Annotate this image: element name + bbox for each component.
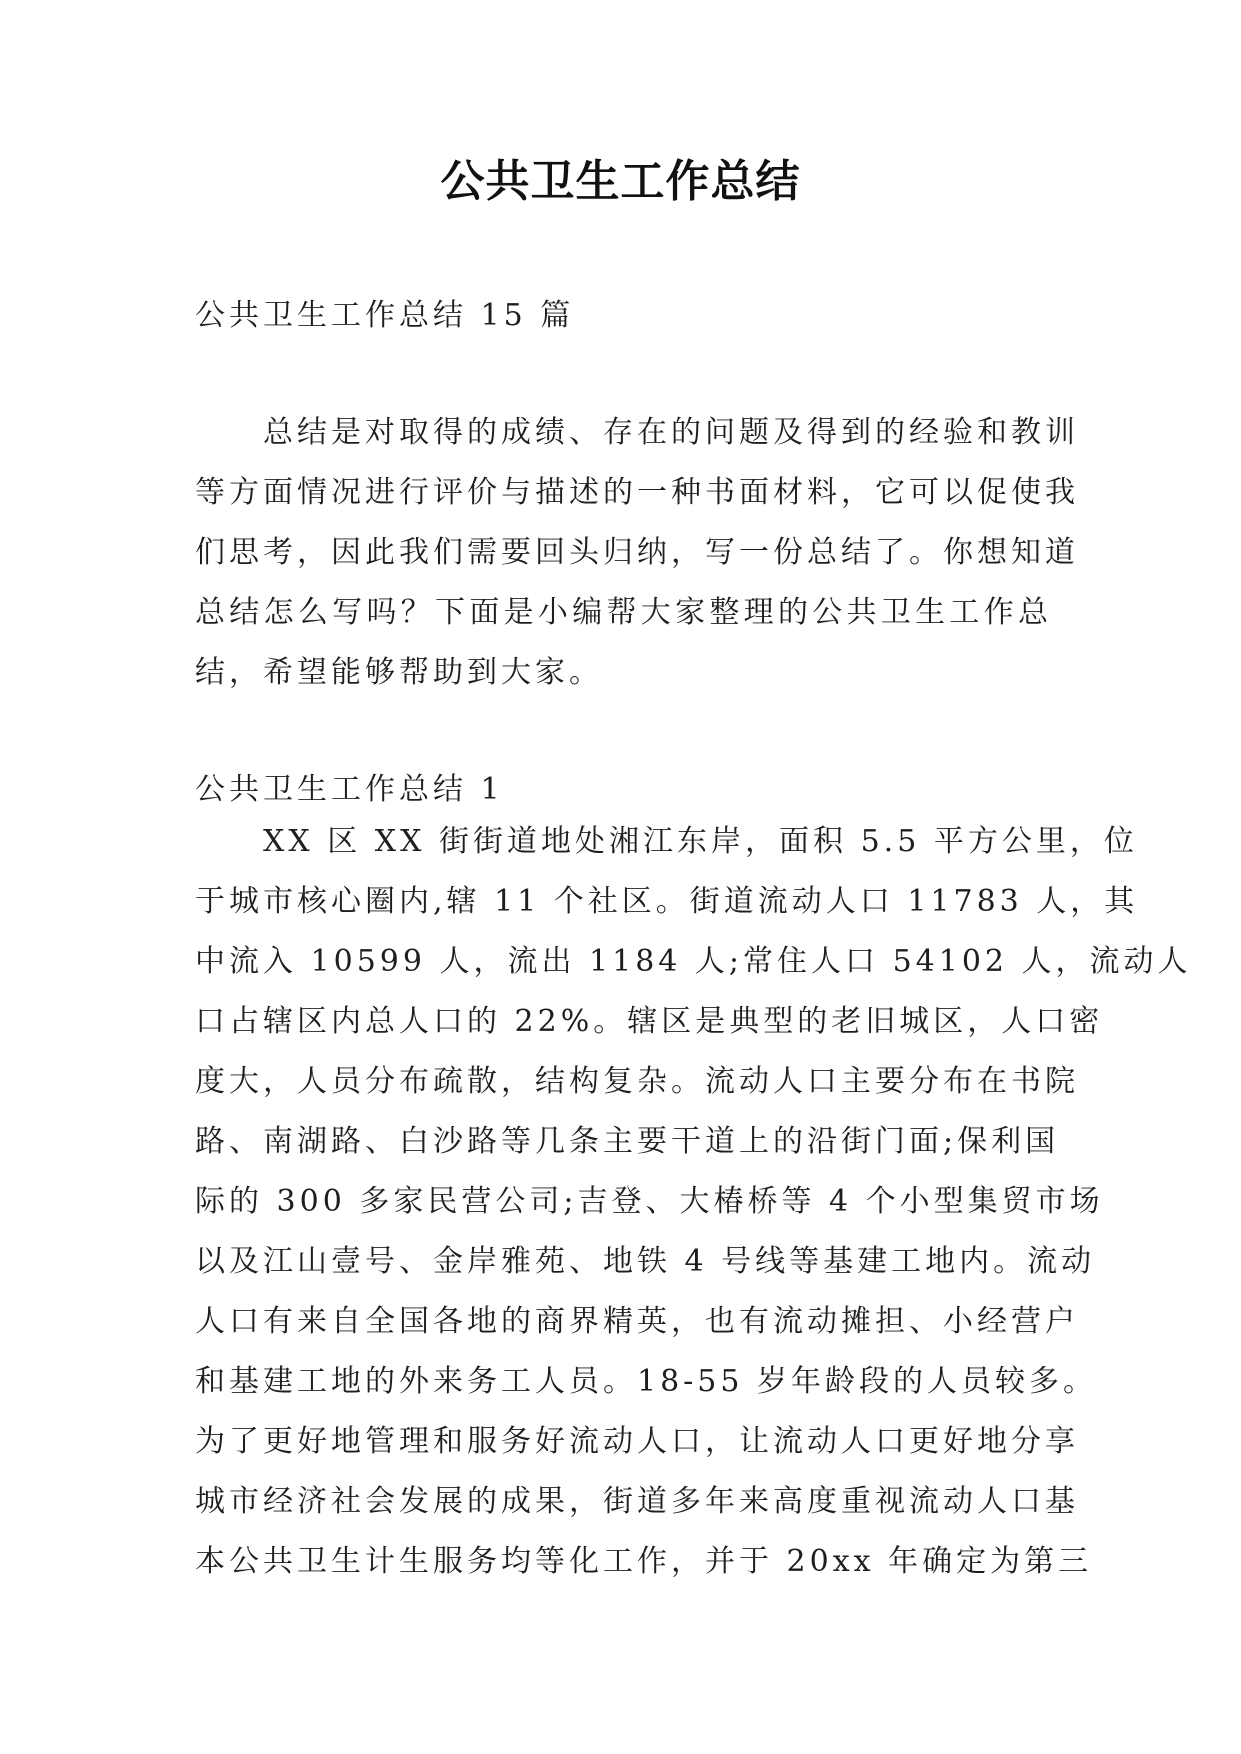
- document-subtitle: 公共卫生工作总结 15 篇: [195, 298, 575, 333]
- paragraph-line: 人口有来自全国各地的商界精英，也有流动摊担、小经营户: [195, 1304, 1079, 1339]
- paragraph-line: 际的 300 多家民营公司;吉登、大椿桥等 4 个小型集贸市场: [195, 1184, 1104, 1219]
- paragraph-line: XX 区 XX 街街道地处湘江东岸，面积 5.5 平方公里，位: [195, 824, 1138, 859]
- paragraph-line: 总结是对取得的成绩、存在的问题及得到的经验和教训: [195, 415, 1079, 450]
- page-title: 公共卫生工作总结: [440, 156, 801, 207]
- paragraph-line: 和基建工地的外来务工人员。18-55 岁年龄段的人员较多。: [195, 1364, 1098, 1399]
- section-heading: 公共卫生工作总结 1: [195, 772, 504, 807]
- intro-paragraph: [195, 403, 1079, 703]
- paragraph-line: 本公共卫生计生服务均等化工作，并于 20xx 年确定为第三: [195, 1544, 1093, 1579]
- paragraph-line: 以及江山壹号、金岸雅苑、地铁 4 号线等基建工地内。流动: [195, 1244, 1096, 1279]
- paragraph-line: 结，希望能够帮助到大家。: [195, 655, 603, 690]
- paragraph-line: 城市经济社会发展的成果，街道多年来高度重视流动人口基: [195, 1484, 1079, 1519]
- body-paragraph: [195, 812, 1192, 1592]
- paragraph-line: 为了更好地管理和服务好流动人口，让流动人口更好地分享: [195, 1424, 1079, 1459]
- paragraph-line: 们思考，因此我们需要回头归纳，写一份总结了。你想知道: [195, 535, 1079, 570]
- paragraph-line: 于城市核心圈内,辖 11 个社区。街道流动人口 11783 人，其: [195, 884, 1139, 919]
- paragraph-line: 度大，人员分布疏散，结构复杂。流动人口主要分布在书院: [195, 1064, 1079, 1099]
- paragraph-line: 等方面情况进行评价与描述的一种书面材料，它可以促使我: [195, 475, 1079, 510]
- paragraph-line: 中流入 10599 人，流出 1184 人;常住人口 54102 人，流动人: [195, 944, 1192, 979]
- paragraph-line: 路、南湖路、白沙路等几条主要干道上的沿街门面;保利国: [195, 1124, 1060, 1159]
- paragraph-line: 口占辖区内总人口的 22%。辖区是典型的老旧城区，人口密: [195, 1004, 1104, 1039]
- paragraph-line: 总结怎么写吗？下面是小编帮大家整理的公共卫生工作总: [195, 595, 1052, 630]
